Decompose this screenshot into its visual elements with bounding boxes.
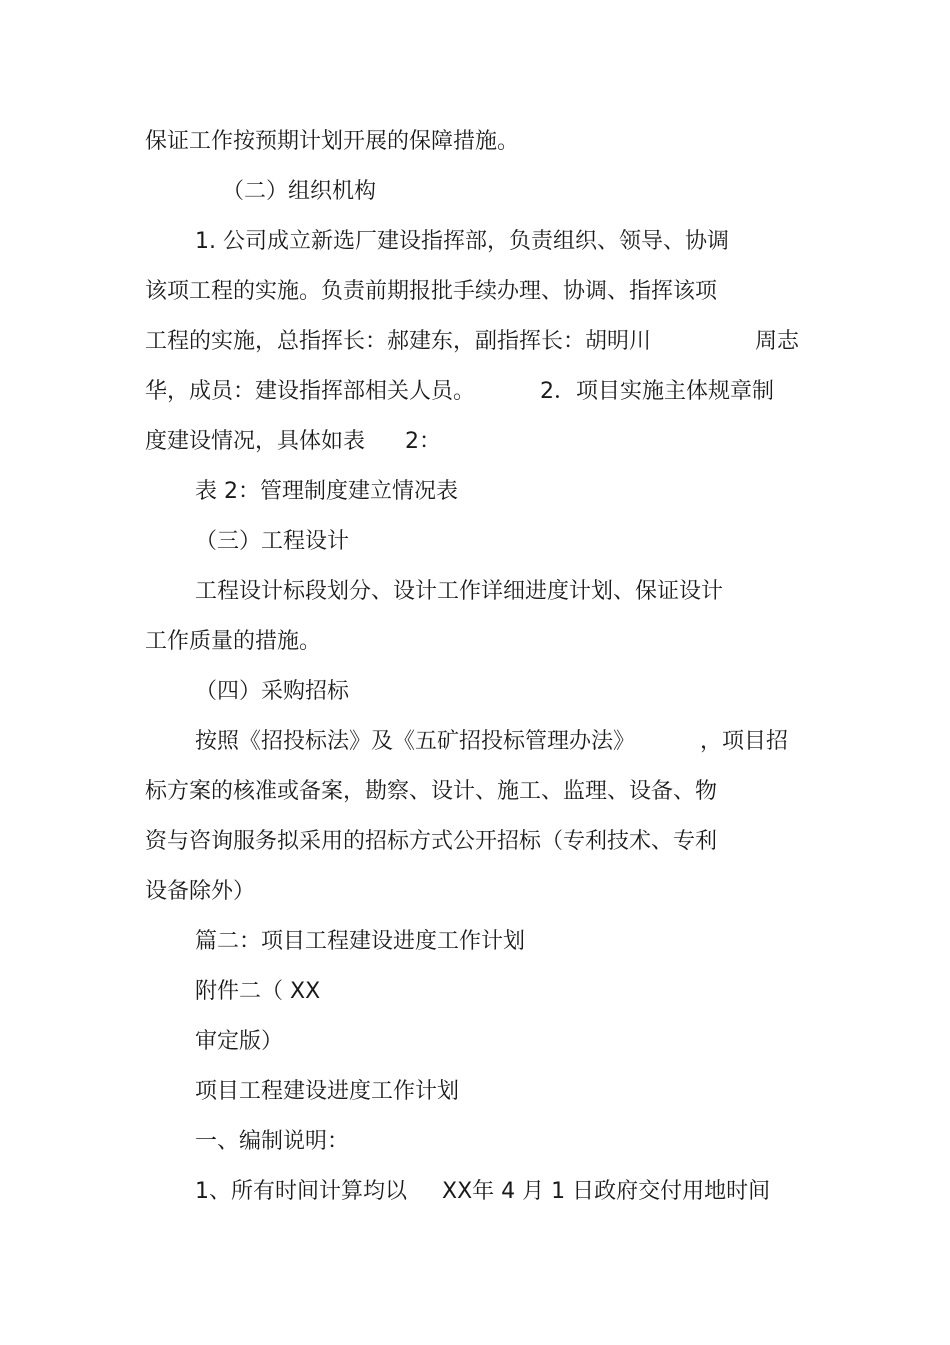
table-caption [195, 477, 458, 507]
paragraph-text: 审定版） [195, 1029, 284, 1054]
text-line [195, 227, 729, 257]
heading-text: （二）组织机构 [222, 179, 377, 204]
text-line [145, 377, 805, 407]
text-line [195, 727, 805, 757]
heading-text: （三）工程设计 [195, 529, 350, 554]
section-heading [195, 677, 349, 707]
section-heading [195, 927, 525, 957]
text-line [145, 777, 717, 807]
paragraph-text: 工作质量的措施。 [145, 629, 322, 654]
section-heading [222, 177, 376, 207]
text-line [145, 827, 717, 857]
paragraph-text: 1、所有时间计算均以 [195, 1179, 407, 1204]
paragraph-text: 2．项目实施主体规章制 [540, 379, 774, 404]
heading-text: 一、编制说明： [195, 1129, 350, 1154]
paragraph-text: 周志 [755, 329, 800, 354]
caption-text: 表 2：管理制度建立情况表 [195, 479, 458, 504]
text-line [145, 627, 321, 657]
heading-text: 项目工程建设进度工作计划 [195, 1079, 460, 1104]
text-line [195, 1177, 795, 1207]
paragraph-text: 附件二（ XX [195, 979, 321, 1004]
paragraph-text: 1. 公司成立新选厂建设指挥部，负责组织、领导、协调 [195, 229, 729, 254]
text-line [195, 1027, 283, 1057]
text-line [145, 127, 519, 157]
paragraph-text: 工程设计标段划分、设计工作详细进度计划、保证设计 [195, 579, 724, 604]
text-line [145, 327, 805, 357]
heading-text: 篇二：项目工程建设进度工作计划 [195, 929, 526, 954]
paragraph-text: 资与咨询服务拟采用的招标方式公开招标（专利技术、专利 [145, 829, 718, 854]
text-line [145, 427, 805, 457]
text-line [195, 977, 320, 1007]
section-heading [195, 1127, 349, 1157]
text-line [195, 577, 723, 607]
paragraph-text: 工程的实施，总指挥长：郝建东，副指挥长：胡明川 [145, 329, 652, 354]
paragraph-text: ，项目招 [700, 729, 789, 754]
paragraph-text: 华，成员：建设指挥部相关人员。 [145, 379, 476, 404]
paragraph-text: 设备除外） [145, 879, 256, 904]
section-heading [195, 527, 349, 557]
paragraph-text: 该项工程的实施。负责前期报批手续办理、协调、指挥该项 [145, 279, 718, 304]
paragraph-text: XX年 4 月 1 日政府交付用地时间 [442, 1179, 771, 1204]
text-line [145, 877, 255, 907]
paragraph-text: 标方案的核准或备案，勘察、设计、施工、监理、设备、物 [145, 779, 718, 804]
paragraph-text: 保证工作按预期计划开展的保障措施。 [145, 129, 520, 154]
paragraph-text: 2： [405, 429, 441, 454]
paragraph-text: 度建设情况，具体如表 [145, 429, 366, 454]
paragraph-text: 按照《招投标法》及《五矿招投标管理办法》 [195, 729, 636, 754]
section-heading [195, 1077, 459, 1107]
text-line [145, 277, 717, 307]
heading-text: （四）采购招标 [195, 679, 350, 704]
